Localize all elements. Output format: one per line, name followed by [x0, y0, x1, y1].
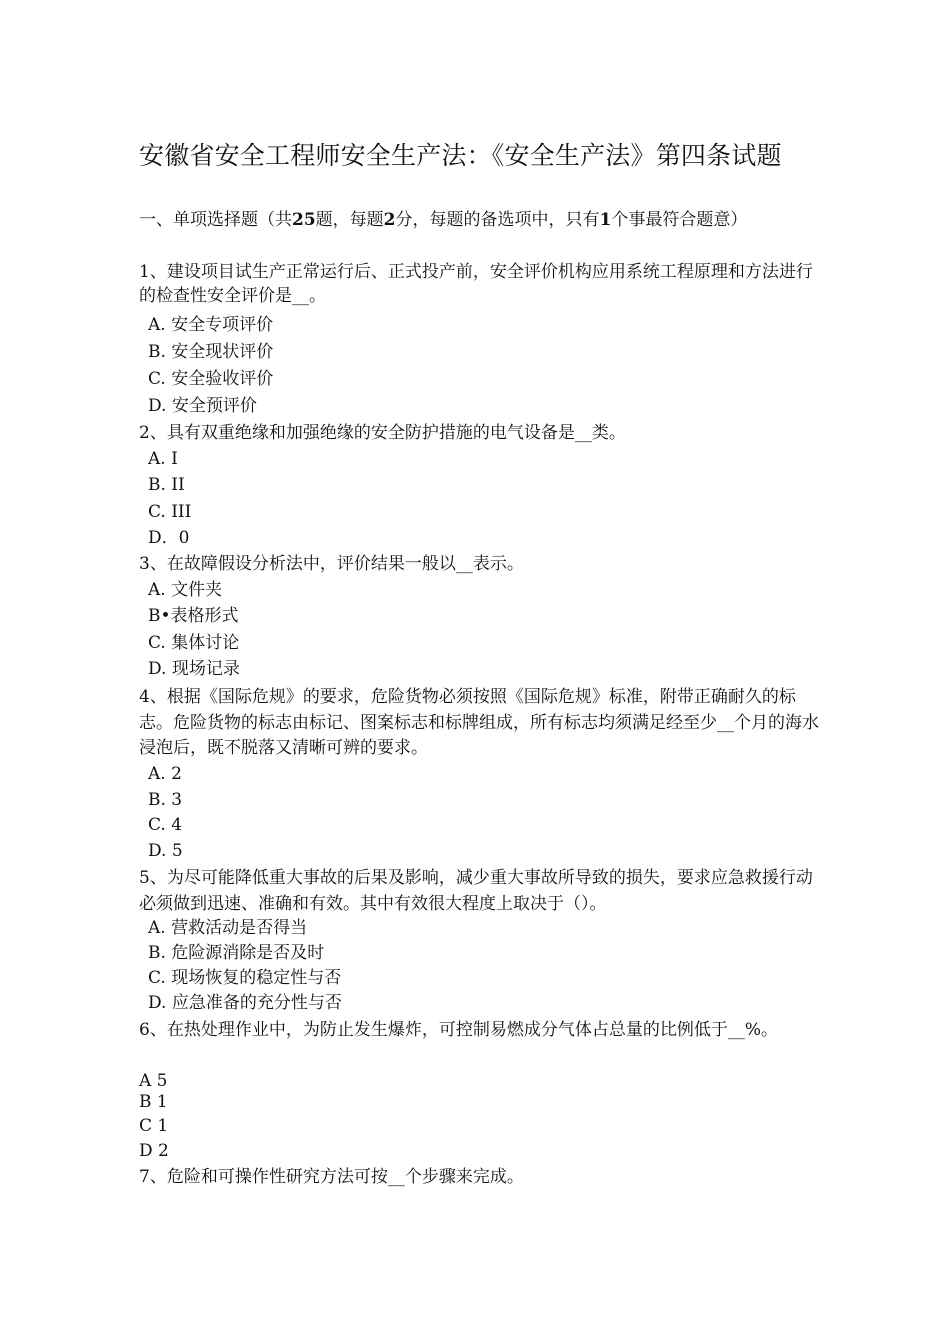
option: D. 应急准备的充分性与否 [148, 993, 342, 1013]
option: C. 集体讨论 [148, 633, 240, 653]
option: C 1 [139, 1116, 169, 1136]
option: A. 营救活动是否得当 [148, 918, 308, 938]
question-stem: 5、为尽可能降低重大事故的后果及影响，减少重大事故所导致的损失，要求应急救援行动必须做到迅速、准确和有效。其中有效很大程度上取决于（）。 [139, 868, 813, 914]
option: B•表格形式 [148, 606, 239, 626]
option: B 1 [139, 1092, 168, 1112]
points-per-question: 2 [383, 210, 396, 230]
option: B. II [148, 475, 185, 495]
option: C. 现场恢复的稳定性与否 [148, 968, 342, 988]
option: A 5 [139, 1071, 168, 1091]
option: C. 安全验收评价 [148, 369, 274, 389]
question-stem: 1、建设项目试生产正常运行后、正式投产前，安全评价机构应用系统工程原理和方法进行的检查性安全评价是__。 [139, 262, 813, 306]
section-text: 分，每题的备选项中，只有 [395, 210, 600, 230]
option: D 2 [139, 1141, 169, 1161]
section-text: 题，每题 [315, 210, 384, 230]
option: B. 危险源消除是否及时 [148, 943, 325, 963]
question-stem: 3、在故障假设分析法中，评价结果一般以__表示。 [139, 554, 524, 574]
option: D．0 [148, 528, 190, 548]
section-text: 个事最符合题意） [611, 210, 748, 230]
option: A. 安全专项评价 [148, 315, 274, 335]
option: C. 4 [148, 815, 183, 835]
question-count: 25 [292, 210, 316, 230]
document-title: 安徽省安全工程师安全生产法：《安全生产法》第四条试题 [139, 141, 782, 170]
question-stem: 6、在热处理作业中，为防止发生爆炸，可控制易燃成分气体占总量的比例低于__%。 [139, 1020, 778, 1040]
option: B. 安全现状评价 [148, 342, 274, 362]
option: A. I [148, 449, 178, 469]
option: A. 文件夹 [148, 580, 223, 600]
question-stem: 2、具有双重绝缘和加强绝缘的安全防护措施的电气设备是__类。 [139, 423, 626, 443]
option: D. 现场记录 [148, 659, 240, 679]
option: D. 5 [148, 841, 183, 861]
correct-option-count: 1 [599, 210, 612, 230]
question-stem: 7、危险和可操作性研究方法可按__个步骤来完成。 [139, 1167, 524, 1187]
option: C. III [148, 502, 192, 522]
section-heading [139, 209, 819, 233]
section-text: 一、单项选择题（共 [139, 210, 292, 230]
option: B. 3 [148, 790, 183, 810]
option: D. 安全预评价 [148, 396, 257, 416]
option: A. 2 [148, 764, 182, 784]
question-stem: 4、根据《国际危规》的要求，危险货物必须按照《国际危规》标准，附带正确耐久的标志。危险货物的标志由标记、图案标志和标牌组成，所有标志均须满足经至少__个月的海水浸泡后，既不脱落又清晰可辨的要求。 [139, 687, 819, 758]
